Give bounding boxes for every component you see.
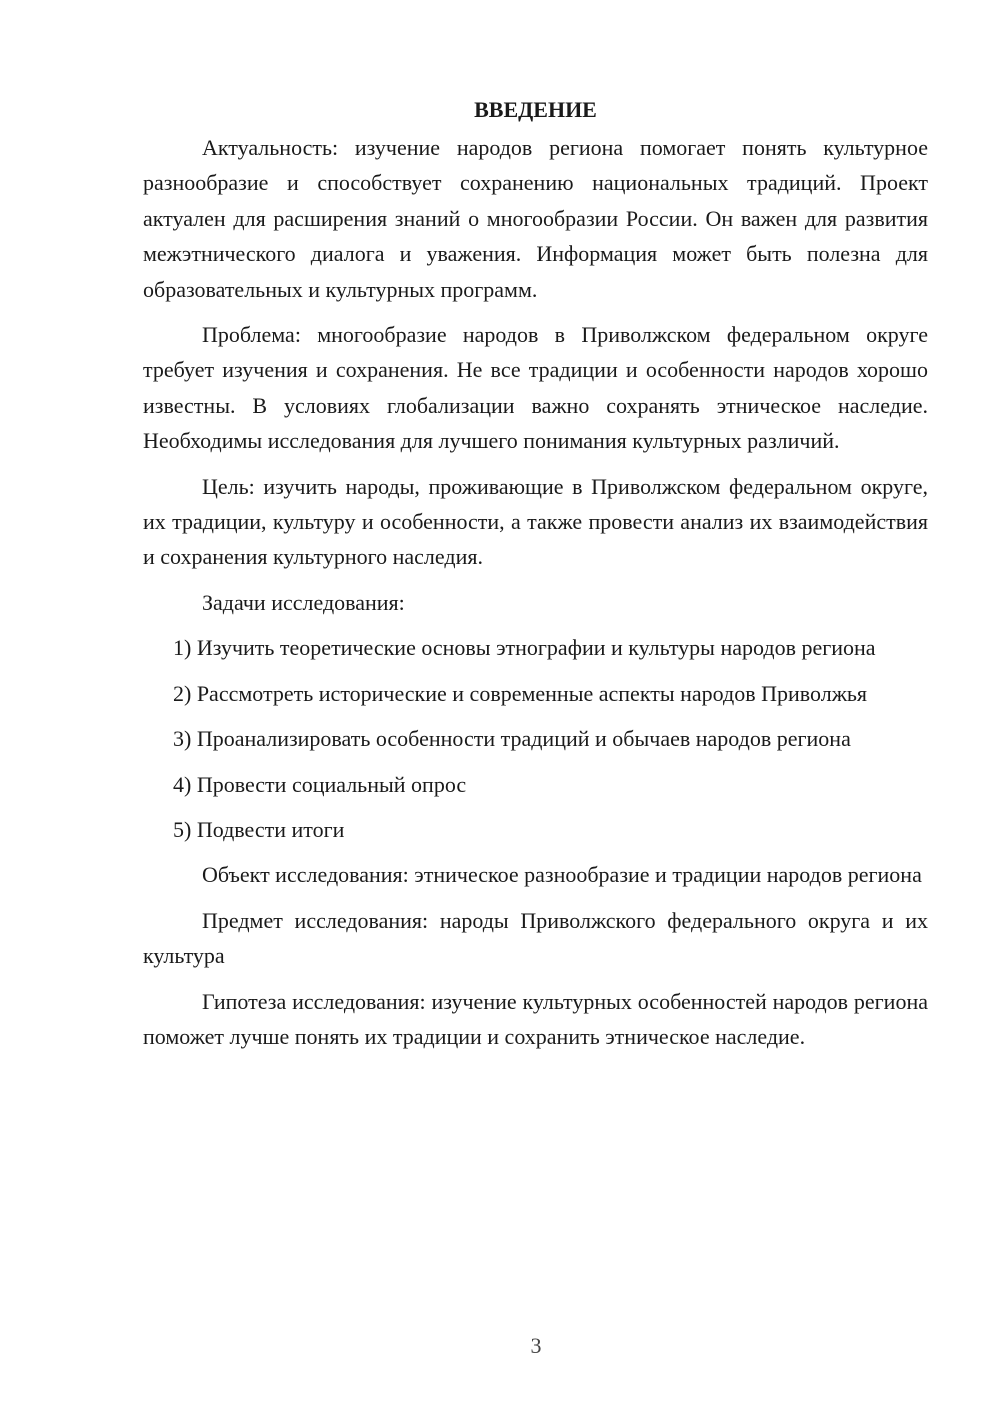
page-number: 3 xyxy=(530,1333,542,1358)
section-title: ВВЕДЕНИЕ xyxy=(474,97,597,122)
task-item: 1) Изучить теоретические основы этнографии и культуры народов региона xyxy=(173,635,876,661)
subject-paragraph: Предмет исследования: народы Приволжского федерального округа и их культура xyxy=(143,907,928,969)
task-item: 5) Подвести итоги xyxy=(173,816,345,842)
object-paragraph: Объект исследования: этническое разнообразие и традиции народов региона xyxy=(202,862,922,888)
tasks-heading: Задачи исследования: xyxy=(202,589,405,615)
document-page xyxy=(143,92,928,1064)
relevance-paragraph: Актуальность: изучение народов региона помогает понять культурное разнообразие и способствует сохранению национальных традиций. Проект актуален для расширения знаний о многообразии России. Он важен для развития межэтнического диалога и уважения. Информация может быть полезна для образовательных и культурных программ. xyxy=(143,135,928,302)
problem-paragraph: Проблема: многообразие народов в Приволжском федеральном округе требует изучения и сохранения. Не все традиции и особенности народов хорошо известны. В условиях глобализации важно сохранять этническое наследие. Необходимы исследования для лучшего понимания культурных различий. xyxy=(143,322,928,454)
task-item: 2) Рассмотреть исторические и современные аспекты народов Приволжья xyxy=(173,680,868,706)
hypothesis-paragraph: Гипотеза исследования: изучение культурных особенностей народов региона поможет лучше понять их традиции и сохранить этническое наследие. xyxy=(143,988,928,1049)
task-item: 4) Провести социальный опрос xyxy=(173,771,467,797)
task-item: 3) Проанализировать особенности традиций и обычаев народов региона xyxy=(173,726,851,752)
goal-paragraph: Цель: изучить народы, проживающие в Приволжском федеральном округе, их традиции, культуру и особенности, а также провести анализ их взаимодействия и сохранения культурного наследия. xyxy=(143,473,928,570)
